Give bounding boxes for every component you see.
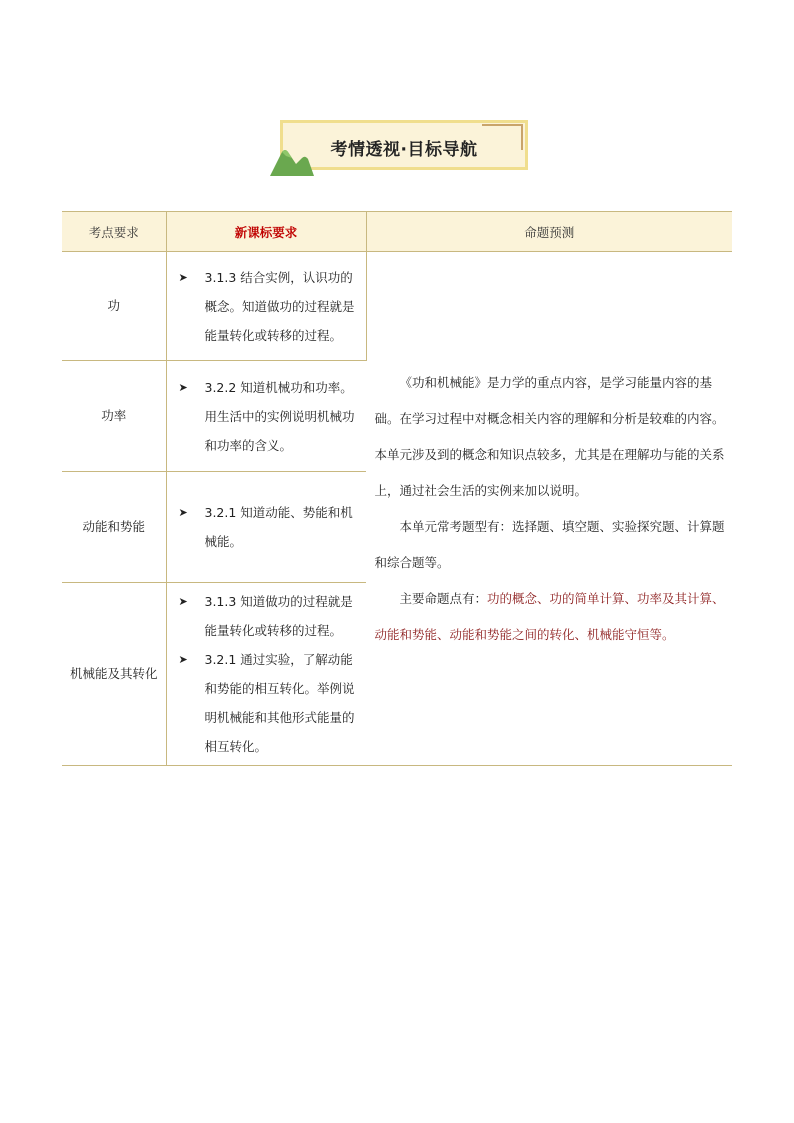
standard-item: ➤ 3.1.3 知道做功的过程就是能量转化或转移的过程。	[175, 587, 359, 645]
point-cell: 动能和势能	[62, 472, 166, 583]
point-cell: 功	[62, 252, 166, 361]
banner-corner-decoration	[482, 124, 522, 126]
standard-cell	[166, 252, 366, 361]
point-cell: 功率	[62, 361, 166, 472]
banner-box	[280, 120, 528, 170]
standard-item: ➤ 3.2.1 知道动能、势能和机械能。	[175, 498, 359, 556]
arrow-bullet-icon: ➤	[178, 506, 188, 519]
prediction-paragraph-2: 本单元常考题型有：选择题、填空题、实验探究题、计算题和综合题等。	[374, 518, 725, 570]
prediction-paragraph-3: 主要命题点有：功的概念、功的简单计算、功率及其计算、动能和势能、动能和势能之间的转化、机械能守恒等。	[374, 590, 725, 642]
header-standard: 新课标要求	[166, 212, 366, 252]
standard-cell	[166, 472, 366, 583]
table-header-row	[62, 212, 732, 252]
prediction-highlight: 功的概念、功的简单计算、功率及其计算、动能和势能、动能和势能之间的转化、机械能守恒等。	[374, 590, 725, 642]
header-point: 考点要求	[62, 212, 166, 252]
mountain-icon	[270, 146, 314, 176]
arrow-bullet-icon: ➤	[178, 595, 188, 608]
standard-cell	[166, 361, 366, 472]
banner-title: 考情透视·目标导航	[330, 140, 478, 160]
standard-item: ➤ 3.2.1 通过实验，了解动能和势能的相互转化。举例说明机械能和其他形式能量的相互转化。	[175, 645, 359, 761]
banner-corner-decoration-vertical	[521, 124, 523, 150]
arrow-bullet-icon: ➤	[178, 653, 188, 666]
exam-requirements-table	[62, 211, 732, 766]
header-prediction: 命题预测	[366, 212, 732, 252]
arrow-bullet-icon: ➤	[178, 380, 188, 394]
arrow-bullet-icon: ➤	[178, 270, 188, 284]
standard-item: ➤ 3.2.2 知道机械功和功率。用生活中的实例说明机械功和功率的含义。	[175, 373, 359, 460]
standard-cell	[166, 583, 366, 766]
standard-item: ➤ 3.1.3 结合实例，认识功的概念。知道做功的过程就是能量转化或转移的过程。	[175, 263, 358, 350]
table-row	[62, 252, 732, 361]
point-cell: 机械能及其转化	[62, 583, 166, 766]
prediction-paragraph-1: 《功和机械能》是力学的重点内容，是学习能量内容的基础。在学习过程中对概念相关内容的理解和分析是较难的内容。本单元涉及到的概念和知识点较多，尤其是在理解功与能的关系上，通过社会生活的实例来加以说明。	[374, 374, 725, 498]
prediction-cell	[366, 252, 732, 766]
